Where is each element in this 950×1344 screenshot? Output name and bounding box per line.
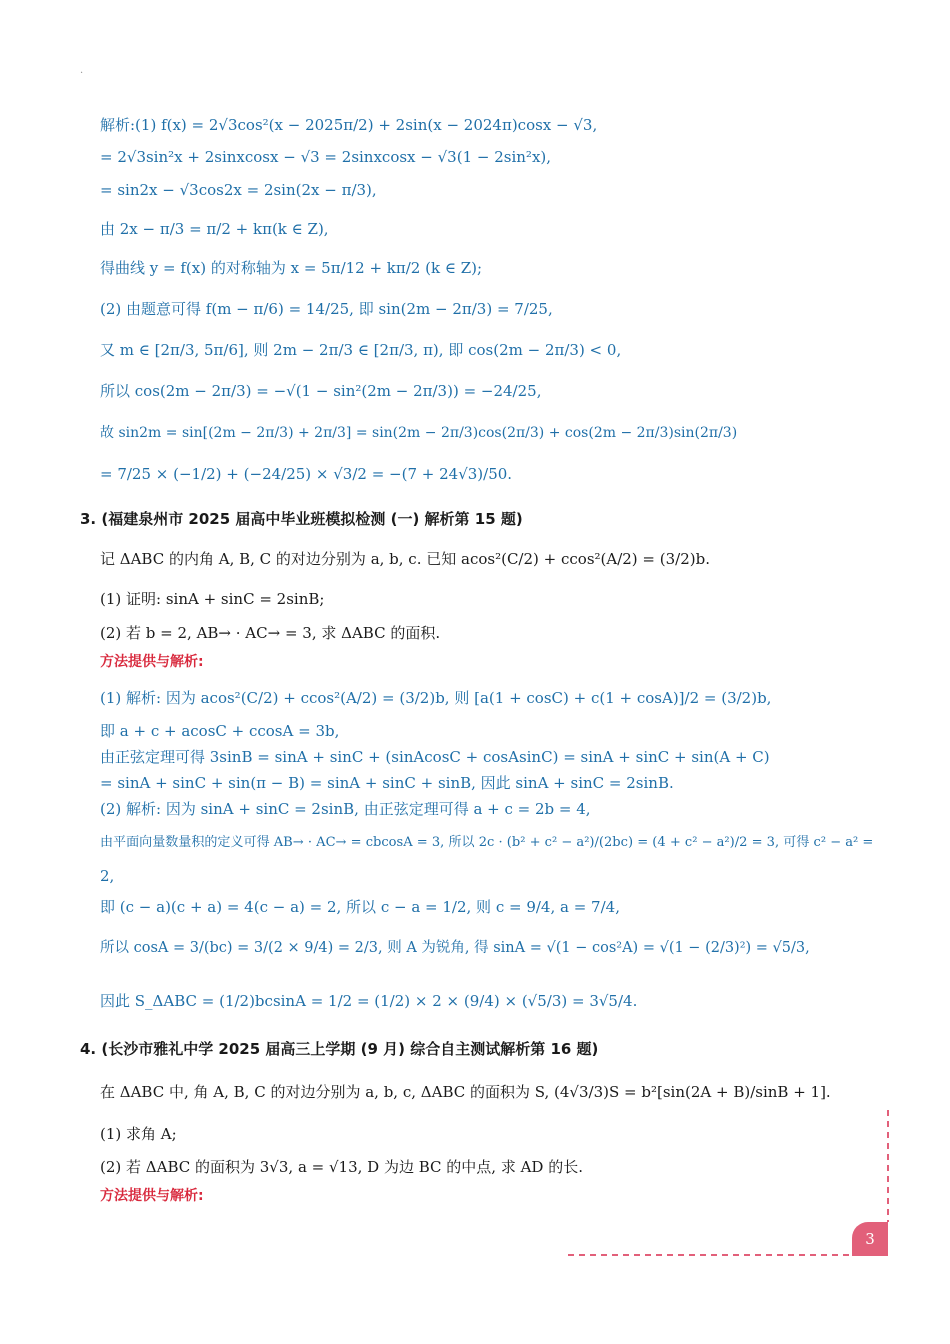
problem-header: 3. (福建泉州市 2025 届高中毕业班模拟检测 (一) 解析第 15 题) (80, 510, 523, 528)
solution-line: = sinA + sinC + sin(π − B) = sinA + sinC + sinB, 因此 sinA + sinC = 2sinB. (100, 774, 674, 792)
problem-stem: 在 ΔABC 中, 角 A, B, C 的对边分别为 a, b, c, ΔABC 的面积为 S, (4√3/3)S = b²[sin(2A + B)/sinB + 1]. (100, 1083, 831, 1101)
solution-line: 所以 cos(2m − 2π/3) = −√(1 − sin²(2m − 2π/3)) = −24/25, (100, 382, 542, 400)
solution-line: (1) 解析: 因为 acos²(C/2) + ccos²(A/2) = (3/2)b, 则 [a(1 + cosC) + c(1 + cosA)]/2 = (3/2)b, (100, 689, 772, 707)
method-label: 方法提供与解析: (100, 1188, 204, 1204)
page-mark: · (80, 68, 84, 79)
page-number: 3 (852, 1222, 888, 1256)
solution-line: 即 (c − a)(c + a) = 4(c − a) = 2, 所以 c − a = 1/2, 则 c = 9/4, a = 7/4, (100, 898, 620, 916)
solution-line: 解析:(1) f(x) = 2√3cos²(x − 2025π/2) + 2sin(x − 2024π)cosx − √3, (100, 116, 598, 134)
solution-line: 2, (100, 867, 115, 885)
solution-line: 故 sin2m = sin[(2m − 2π/3) + 2π/3] = sin(2m − 2π/3)cos(2π/3) + cos(2m − 2π/3)sin(2π/3) (100, 425, 738, 441)
solution-line: (2) 由题意可得 f(m − π/6) = 14/25, 即 sin(2m − 2π/3) = 7/25, (100, 300, 553, 318)
solution-line: 得曲线 y = f(x) 的对称轴为 x = 5π/12 + kπ/2 (k ∈ Z); (100, 259, 483, 277)
solution-line: = 7/25 × (−1/2) + (−24/25) × √3/2 = −(7 + 24√3)/50. (100, 465, 513, 483)
problem-stem: 记 ΔABC 的内角 A, B, C 的对边分别为 a, b, c. 已知 acos²(C/2) + ccos²(A/2) = (3/2)b. (100, 550, 710, 568)
solution-line: (2) 解析: 因为 sinA + sinC = 2sinB, 由正弦定理可得 a + c = 2b = 4, (100, 800, 591, 818)
solution-line: 所以 cosA = 3/(bc) = 3/(2 × 9/4) = 2/3, 则 A 为锐角, 得 sinA = √(1 − cos²A) = √(1 − (2/3)²) = √5/3, (100, 940, 810, 956)
solution-line: = 2√3sin²x + 2sinxcosx − √3 = 2sinxcosx − √3(1 − 2sin²x), (100, 148, 552, 166)
method-label: 方法提供与解析: (100, 654, 204, 670)
question-1: (1) 证明: sinA + sinC = 2sinB; (100, 590, 325, 608)
question-1: (1) 求角 A; (100, 1125, 177, 1143)
question-2: (2) 若 b = 2, AB→ · AC→ = 3, 求 ΔABC 的面积. (100, 624, 441, 642)
solution-line: 因此 S_ΔABC = (1/2)bcsinA = 1/2 = (1/2) × 2 × (9/4) × (√5/3) = 3√5/4. (100, 992, 638, 1010)
solution-line: 即 a + c + acosC + ccosA = 3b, (100, 722, 340, 740)
solution-line: 由 2x − π/3 = π/2 + kπ(k ∈ Z), (100, 220, 329, 238)
question-2: (2) 若 ΔABC 的面积为 3√3, a = √13, D 为边 BC 的中点, 求 AD 的长. (100, 1158, 583, 1176)
problem-header: 4. (长沙市雅礼中学 2025 届高三上学期 (9 月) 综合自主测试解析第 16 题) (80, 1040, 599, 1058)
solution-line: 由正弦定理可得 3sinB = sinA + sinC + (sinAcosC + cosAsinC) = sinA + sinC + sin(A + C) (100, 748, 770, 766)
solution-line: 又 m ∈ [2π/3, 5π/6], 则 2m − 2π/3 ∈ [2π/3, π), 即 cos(2m − 2π/3) < 0, (100, 341, 622, 359)
solution-line: = sin2x − √3cos2x = 2sin(2x − π/3), (100, 181, 377, 199)
solution-line: 由平面向量数量积的定义可得 AB→ · AC→ = cbcosA = 3, 所以 2c · (b² + c² − a²)/(2bc) = (4 + c² − a²)/2 = 3, 可得 c² − a² = (100, 835, 874, 850)
